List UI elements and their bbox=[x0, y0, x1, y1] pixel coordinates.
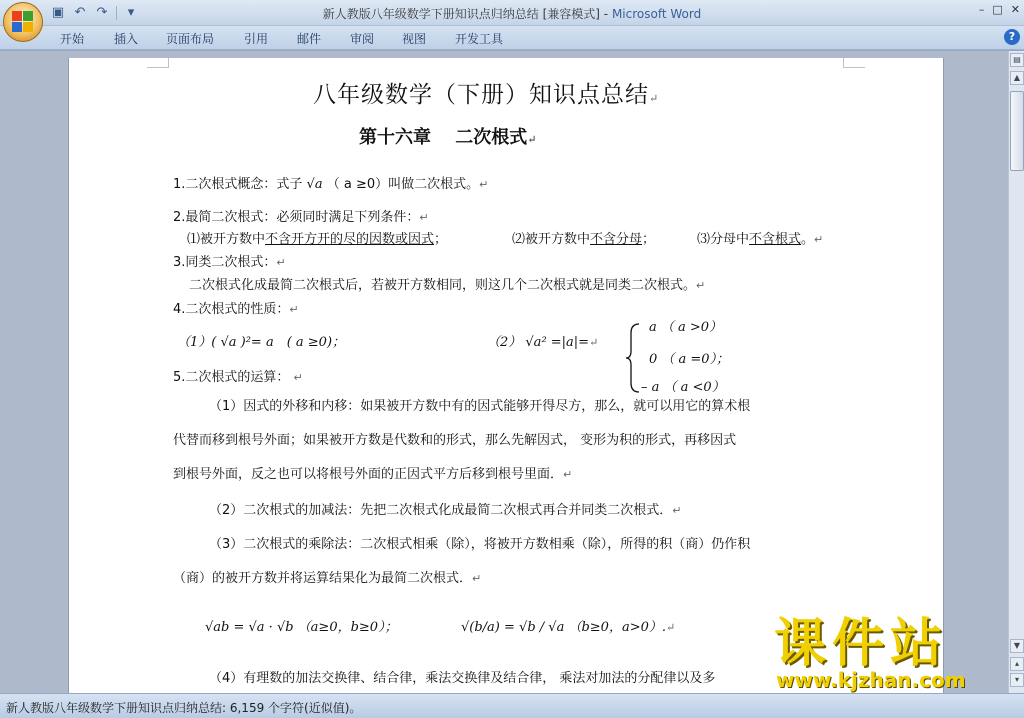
customize-icon[interactable]: ▾ bbox=[127, 5, 135, 20]
document-title: 新人教版八年级数学下册知识点归纳总结 [兼容模式] bbox=[322, 7, 600, 21]
redo-icon[interactable]: ↷ bbox=[96, 5, 108, 20]
section-4-title: 4.二次根式的性质：↵ bbox=[173, 302, 299, 317]
section-2-condition-3: ⑶分母中不含根式。↵ bbox=[697, 232, 824, 247]
office-button[interactable] bbox=[3, 2, 43, 42]
vertical-scrollbar[interactable] bbox=[1008, 51, 1024, 693]
section-2-title: 2.最简二次根式：必须同时满足下列条件：↵ bbox=[173, 210, 429, 225]
tab-insert[interactable]: 插入 bbox=[114, 32, 139, 46]
tab-developer[interactable]: 开发工具 bbox=[455, 32, 504, 46]
scroll-down-icon[interactable]: ▼ bbox=[1010, 639, 1024, 653]
property-1: （1）( √a )²= a ( a ≥0)； bbox=[177, 335, 346, 350]
undo-icon[interactable]: ↶ bbox=[74, 5, 86, 20]
cases-brace-icon bbox=[625, 323, 641, 393]
watermark-brand: 课件站 bbox=[774, 614, 949, 674]
maximize-button[interactable]: □ bbox=[992, 3, 1003, 16]
rule-3-line-2: （商）的被开方数并将运算结果化为最简二次根式．↵ bbox=[173, 571, 482, 586]
case-zero: 0 （ a =0）； bbox=[649, 352, 730, 367]
case-positive: a （ a >0） bbox=[649, 320, 723, 335]
app-name: Microsoft Word bbox=[611, 7, 702, 21]
section-2-condition-2: ⑵被开方数中不含分母； bbox=[512, 232, 656, 247]
document-workspace bbox=[0, 51, 1008, 693]
help-icon[interactable]: ? bbox=[1004, 29, 1020, 45]
rule-2: （2）二次根式的加减法：先把二次根式化成最简二次根式再合并同类二次根式．↵ bbox=[209, 503, 682, 518]
title-bar bbox=[0, 0, 1024, 26]
office-logo-icon bbox=[12, 11, 34, 33]
rule-3-line-1: （3）二次根式的乘除法：二次根式相乘（除），将被开方数相乘（除），所得的积（商）仍作积 bbox=[209, 537, 751, 552]
section-1: 1.二次根式概念：式子 √a （ a ≥0）叫做二次根式。↵ bbox=[173, 177, 489, 192]
chapter-heading: 第十六章 二次根式↵ bbox=[359, 127, 537, 148]
section-5-title: 5.二次根式的运算： ↵ bbox=[173, 370, 303, 385]
tab-view[interactable]: 视图 bbox=[402, 32, 427, 46]
formula-product: √ab = √a · √b （a≥0，b≥0）； bbox=[205, 620, 398, 635]
rule-1-line-1: （1）因式的外移和内移：如果被开方数中有的因式能够开得尽方，那么，就可以用它的算术根 bbox=[209, 399, 751, 414]
window-title bbox=[0, 5, 1024, 22]
prev-page-icon[interactable]: ▴ bbox=[1010, 657, 1024, 671]
ribbon-tabs bbox=[0, 26, 1024, 50]
margin-corner-mark bbox=[147, 58, 169, 68]
next-page-icon[interactable]: ▾ bbox=[1010, 673, 1024, 687]
window-controls bbox=[979, 3, 1020, 16]
scroll-up-icon[interactable]: ▲ bbox=[1010, 71, 1024, 85]
formula-quotient: √(b/a) = √b / √a （b≥0，a>0）.↵ bbox=[461, 620, 676, 635]
margin-corner-mark bbox=[843, 58, 865, 68]
close-button[interactable]: ✕ bbox=[1010, 3, 1020, 16]
tab-home[interactable]: 开始 bbox=[60, 32, 85, 46]
scroll-thumb[interactable] bbox=[1010, 91, 1024, 171]
minimize-button[interactable]: – bbox=[978, 3, 985, 16]
property-2: （2） √a² =|a|=↵ bbox=[487, 335, 599, 350]
status-text: 新人教版八年级数学下册知识点归纳总结: 6,159 个字符(近似值)。 bbox=[6, 701, 362, 715]
watermark-logo bbox=[774, 614, 1008, 694]
watermark-url: www.kjzhan.com bbox=[776, 668, 966, 692]
section-3-body: 二次根式化成最简二次根式后，若被开方数相同，则这几个二次根式就是同类二次根式。↵ bbox=[189, 278, 706, 293]
save-icon[interactable]: ▣ bbox=[51, 5, 65, 20]
case-negative: – a （ a <0） bbox=[641, 380, 725, 395]
ruler-toggle-icon[interactable]: ▤ bbox=[1010, 53, 1024, 67]
rule-4-line-1: （4）有理数的加法交换律、结合律，乘法交换律及结合律， 乘法对加法的分配律以及多 bbox=[209, 671, 716, 686]
rule-1-line-3: 到根号外面，反之也可以将根号外面的正因式平方后移到根号里面．↵ bbox=[173, 467, 573, 482]
status-bar bbox=[0, 693, 1024, 718]
section-2-condition-1: ⑴被开方数中不含开方开的尽的因数或因式； bbox=[187, 232, 448, 247]
rule-1-line-2: 代替而移到根号外面；如果被开方数是代数和的形式，那么先解因式， 变形为积的形式，再移因式 bbox=[173, 433, 737, 448]
section-3-title: 3.同类二次根式：↵ bbox=[173, 255, 286, 270]
tab-mailings[interactable]: 邮件 bbox=[297, 32, 322, 46]
tab-references[interactable]: 引用 bbox=[244, 32, 269, 46]
tab-review[interactable]: 审阅 bbox=[350, 32, 375, 46]
tab-page-layout[interactable]: 页面布局 bbox=[166, 32, 215, 46]
document-heading: 八年级数学（下册）知识点总结↵ bbox=[313, 82, 660, 108]
title-separator: - bbox=[599, 7, 612, 21]
document-page[interactable] bbox=[68, 58, 944, 698]
